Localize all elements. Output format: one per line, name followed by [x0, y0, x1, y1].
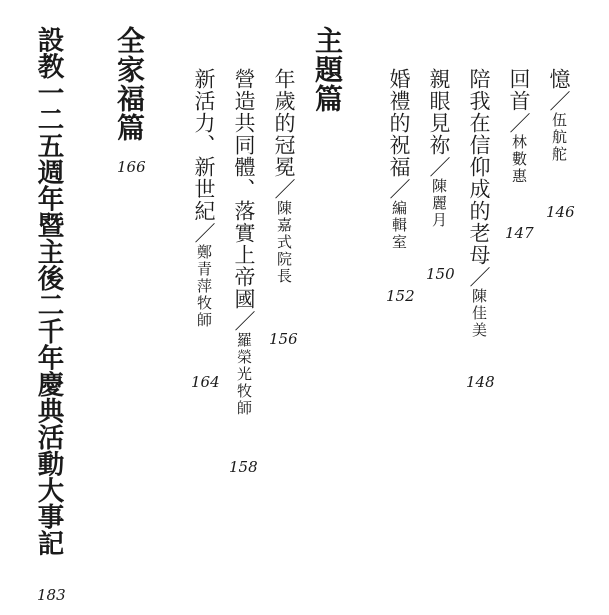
toc-entry-community[interactable] [233, 68, 254, 417]
section-title-family[interactable]: 全家福篇 [113, 26, 146, 142]
entry-author: 羅榮光牧師 [235, 332, 253, 417]
separator: ／ [547, 90, 571, 112]
entry-author: 陳麗月 [430, 178, 448, 229]
page-number: 148 [466, 373, 495, 391]
toc-entry-mother[interactable] [468, 68, 489, 339]
toc-entry-wedding[interactable] [388, 68, 409, 251]
chronicle-title[interactable]: 設教一二五週年暨主後二千年慶典活動大事記 [32, 26, 64, 556]
toc-entry-remembrance[interactable] [548, 68, 569, 163]
page-number: 183 [37, 586, 66, 604]
page-number: 158 [229, 458, 258, 476]
entry-title: 年歲的冠冕 [272, 68, 296, 178]
entry-title: 親眼見祢 [427, 68, 451, 156]
entry-title: 陪我在信仰成的老母 [467, 68, 491, 266]
page-number: 146 [546, 203, 575, 221]
page-number: 147 [505, 224, 534, 242]
separator: ／ [507, 112, 531, 134]
entry-author: 鄭青萍牧師 [195, 244, 213, 329]
entry-title: 憶 [547, 68, 571, 90]
entry-author: 伍航舵 [550, 112, 568, 163]
section-title-theme: 主題篇 [311, 26, 344, 113]
separator: ／ [272, 178, 296, 200]
page-number: 164 [191, 373, 220, 391]
page-number: 166 [117, 158, 146, 176]
entry-author: 陳佳美 [470, 288, 488, 339]
separator: ／ [427, 156, 451, 178]
separator: ／ [467, 266, 491, 288]
entry-title: 新活力、新世紀 [192, 68, 216, 222]
toc-entry-new-vitality[interactable] [193, 68, 214, 329]
page-number: 152 [386, 287, 415, 305]
entry-title: 營造共同體、落實上帝國 [232, 68, 256, 310]
toc-entry-seeing-you[interactable] [428, 68, 449, 229]
entry-author: 林數惠 [510, 134, 528, 185]
page-number: 150 [426, 265, 455, 283]
entry-title: 回首 [507, 68, 531, 112]
toc-entry-crown-of-years[interactable] [273, 68, 294, 285]
toc-entry-looking-back[interactable] [508, 68, 529, 185]
separator: ／ [387, 178, 411, 200]
separator: ／ [232, 310, 256, 332]
entry-title: 婚禮的祝福 [387, 68, 411, 178]
separator: ／ [192, 222, 216, 244]
entry-author: 編輯室 [390, 200, 408, 251]
entry-author: 陳嘉式院長 [275, 200, 293, 285]
page-number: 156 [269, 330, 298, 348]
